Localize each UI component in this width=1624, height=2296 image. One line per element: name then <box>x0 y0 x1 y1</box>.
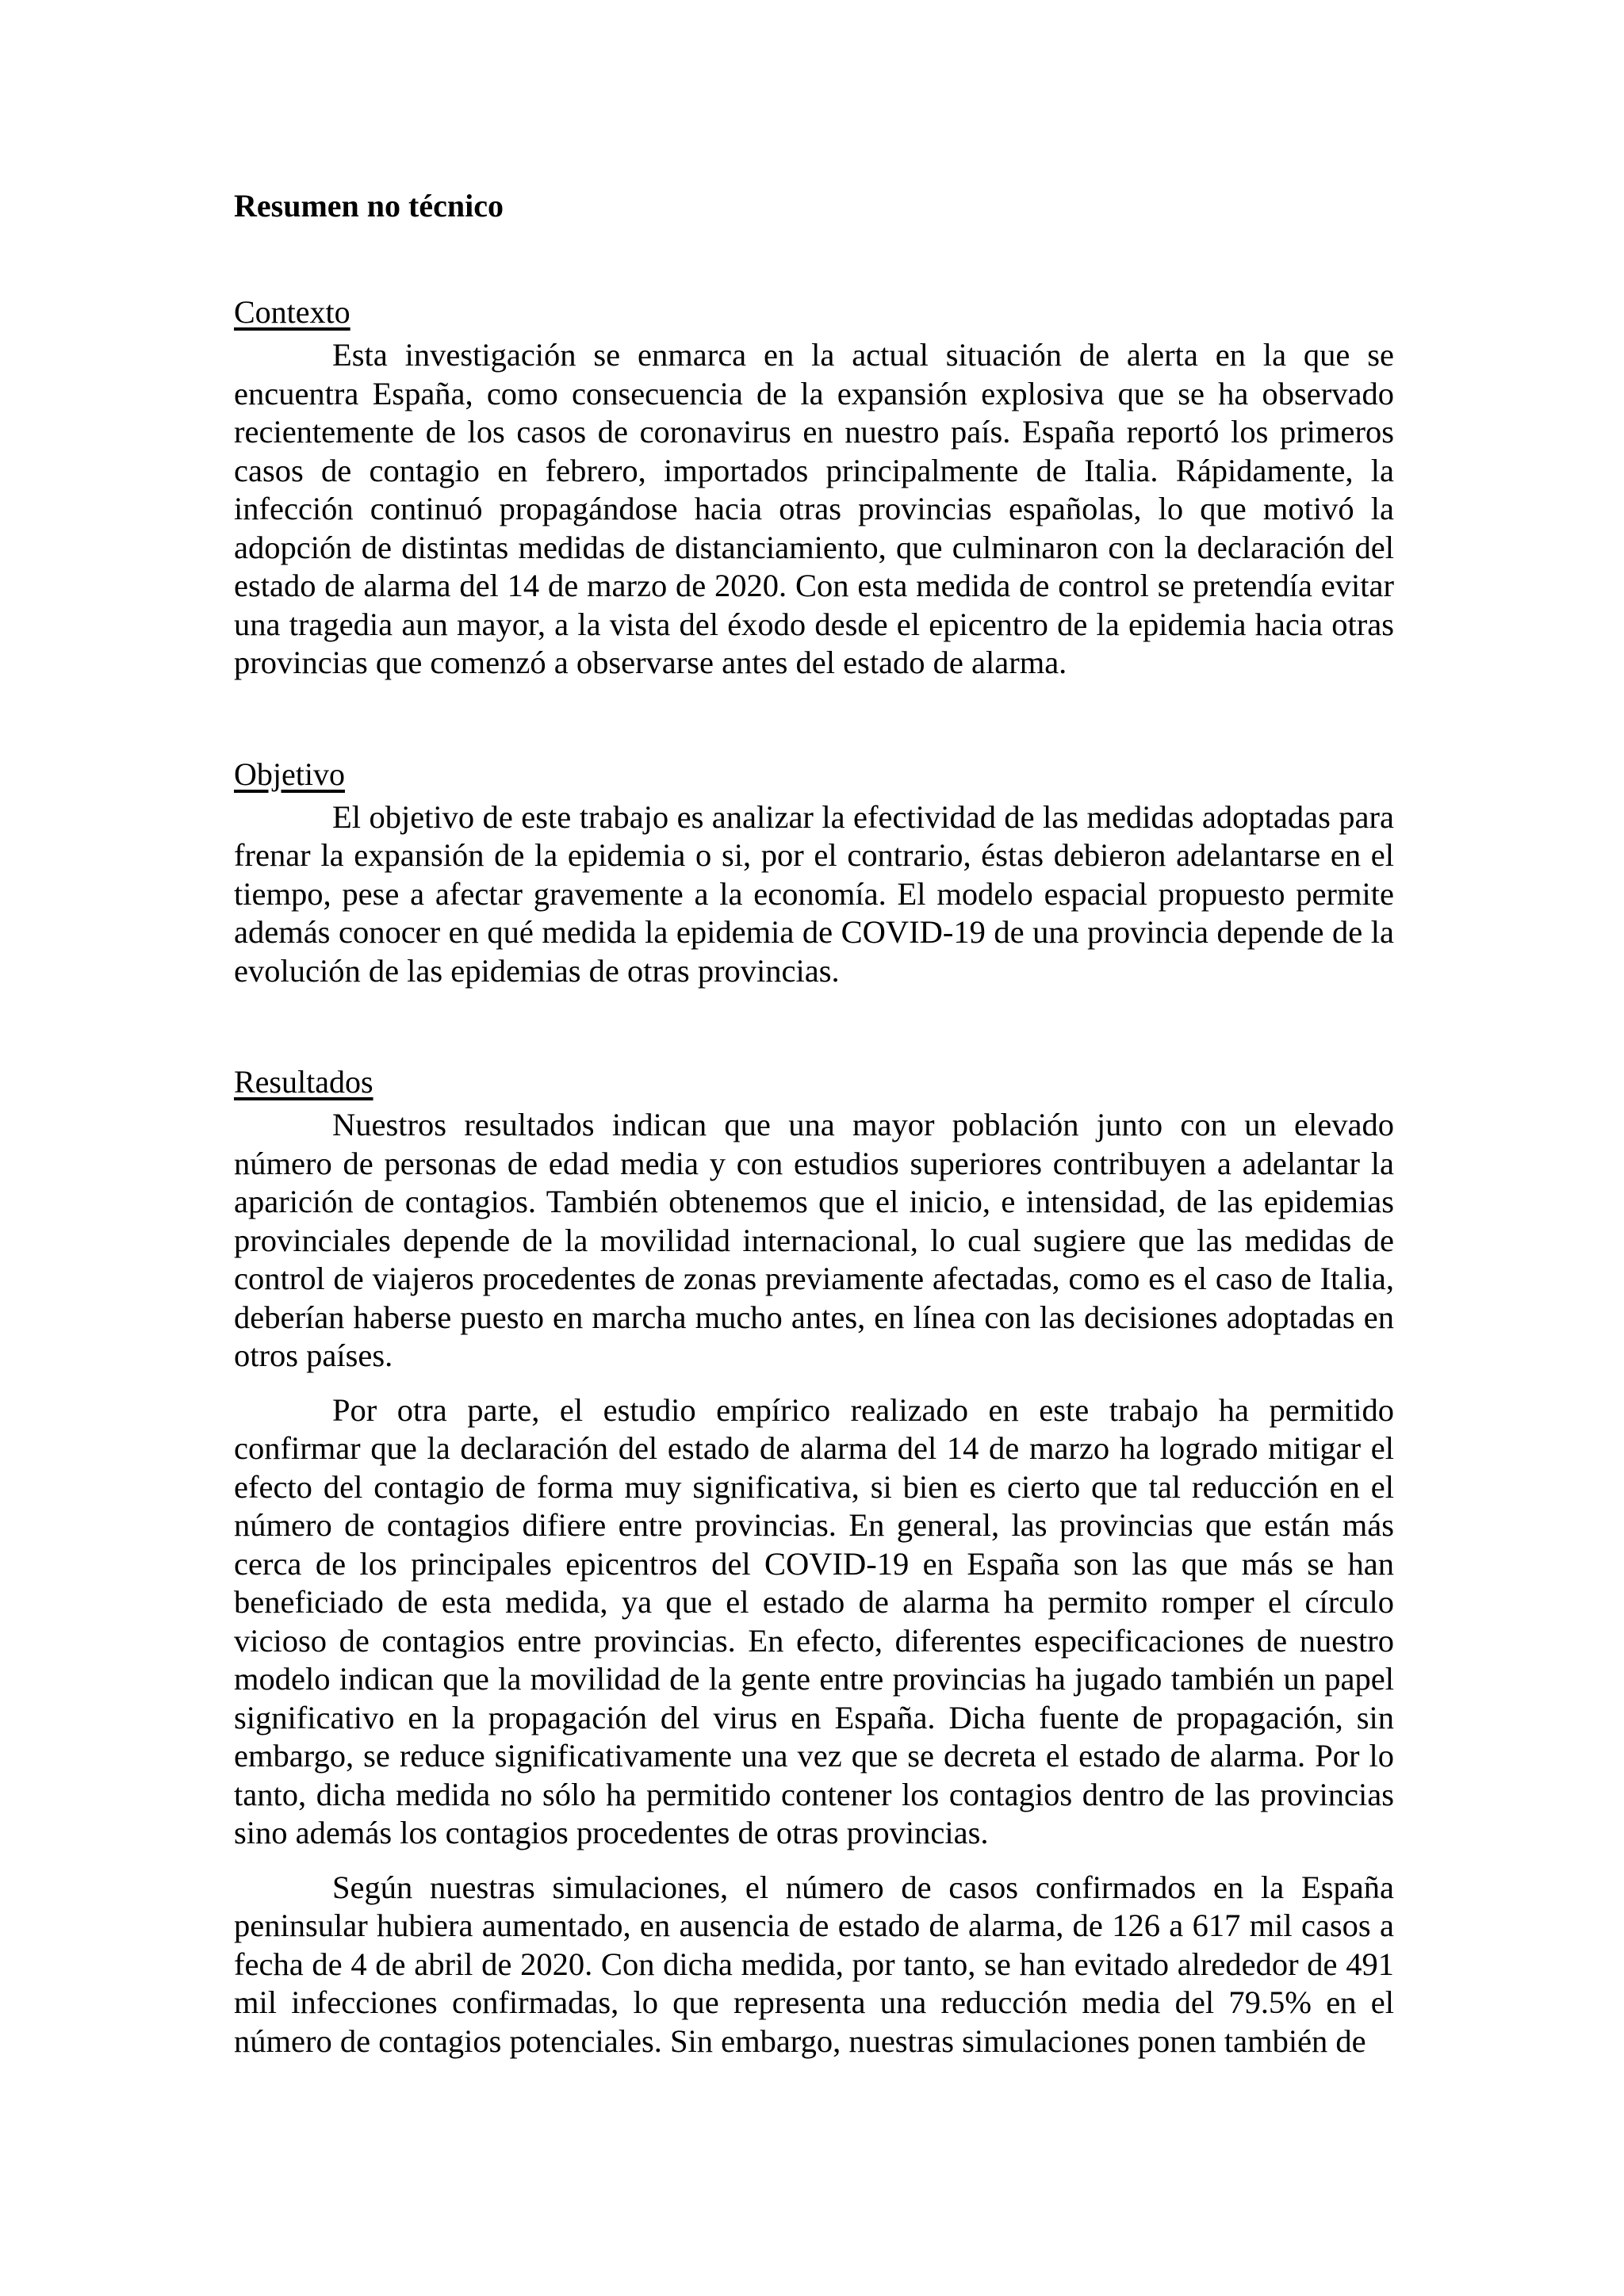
paragraph: Por otra parte, el estudio empírico realizado en este trabajo ha permitido confirmar que la declaración del estado de alarma del 14 de marzo ha logrado mitigar el efecto del contagio de forma muy significativa, si bien es cierto que tal reducción en el número de contagios difiere entre provincias. En general, las provincias que están más cerca de los principales epicentros del COVID-19 en España son las que más se han beneficiado de esta medida, ya que el estado de alarma ha permito romper el círculo vicioso de contagios entre provincias. En efecto, diferentes especificaciones de nuestro modelo indican que la movilidad de la gente entre provincias ha jugado también un papel significativo en la propagación del virus en España. Dicha fuente de propagación, sin embargo, se reduce significativamente una vez que se decreta el estado de alarma. Por lo tanto, dicha medida no sólo ha permitido contener los contagios dentro de las provincias sino además los contagios procedentes de otras provincias. <box>234 1391 1394 1850</box>
section-resultados <box>234 1063 1394 2061</box>
section-heading: Contexto <box>234 294 350 330</box>
document-title: Resumen no técnico <box>234 188 504 224</box>
paragraph: Según nuestras simulaciones, el número de casos confirmados en la España peninsular hubiera aumentado, en ausencia de estado de alarma, de 126 a 617 mil casos a fecha de 4 de abril de 2020. Con dicha medida, por tanto, se han evitado alrededor de 491 mil infecciones confirmadas, lo que representa una reducción media del 79.5% en el número de contagios potenciales. Sin embargo, nuestras simulaciones ponen también de <box>234 1869 1394 2059</box>
section-contexto <box>234 293 1394 683</box>
paragraph: El objetivo de este trabajo es analizar la efectividad de las medidas adoptadas para frenar la expansión de la epidemia o si, por el contrario, éstas debieron adelantarse en el tiempo, pese a afectar gravemente a la economía. El modelo espacial propuesto permite además conocer en qué medida la epidemia de COVID-19 de una provincia depende de la evolución de las epidemias de otras provincias. <box>234 798 1394 989</box>
section-heading: Resultados <box>234 1064 373 1100</box>
paragraph: Nuestros resultados indican que una mayor población junto con un elevado número de personas de edad media y con estudios superiores contribuyen a adelantar la aparición de contagios. También obtenemos que el inicio, e intensidad, de las epidemias provinciales depende de la movilidad internacional, lo cual sugiere que las medidas de control de viajeros procedentes de zonas previamente afectadas, como es el caso de Italia, deberían haberse puesto en marcha mucho antes, en línea con las decisiones adoptadas en otros países. <box>234 1107 1394 1373</box>
section-heading: Objetivo <box>234 756 345 792</box>
section-objetivo <box>234 756 1394 991</box>
document-page <box>234 187 1394 2061</box>
paragraph: Esta investigación se enmarca en la actual situación de alerta en la que se encuentra España, como consecuencia de la expansión explosiva que se ha observado recientemente de los casos de coronavirus en nuestro país. España reportó los primeros casos de contagio en febrero, importados principalmente de Italia. Rápidamente, la infección continuó propagándose hacia otras provincias españolas, lo que motivó la adopción de distintas medidas de distanciamiento, que culminaron con la declaración del estado de alarma del 14 de marzo de 2020. Con esta medida de control se pretendía evitar una tragedia aun mayor, a la vista del éxodo desde el epicentro de la epidemia hacia otras provincias que comenzó a observarse antes del estado de alarma. <box>234 337 1394 680</box>
